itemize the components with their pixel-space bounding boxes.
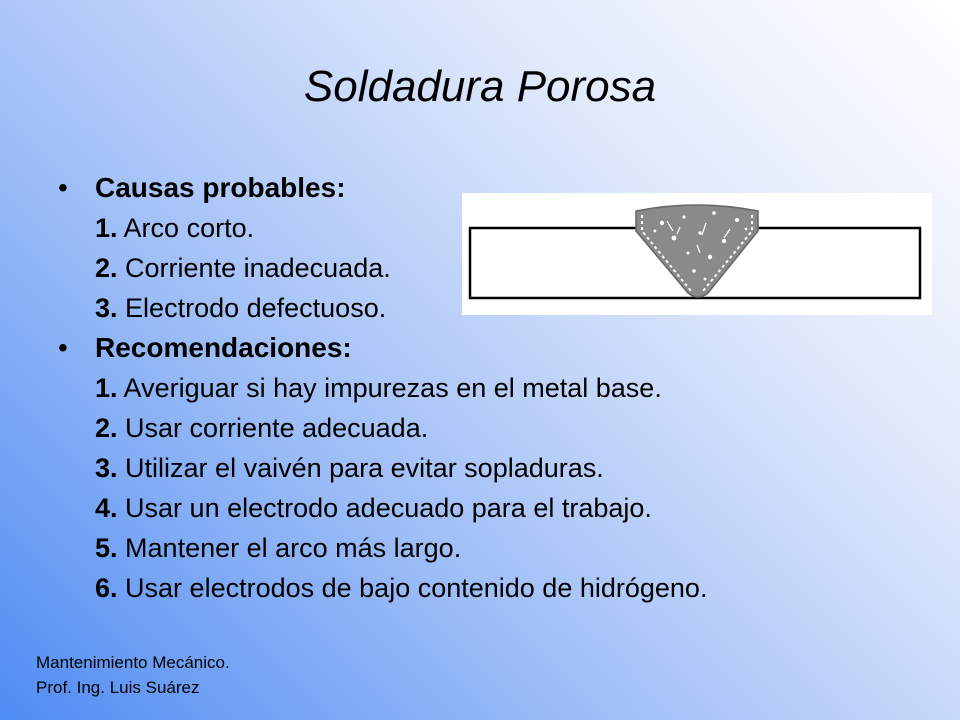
cause-text: Electrodo defectuoso. bbox=[125, 293, 387, 323]
cause-num: 1. bbox=[95, 213, 118, 243]
footer-author: Prof. Ing. Luis Suárez bbox=[36, 678, 200, 697]
recommendations-section bbox=[58, 328, 938, 608]
causes-heading: Causas probables: bbox=[95, 172, 346, 203]
recommendation-item-4 bbox=[95, 488, 938, 528]
recommendation-item-3 bbox=[95, 448, 938, 488]
recommendation-num: 5. bbox=[95, 533, 118, 563]
footer-course: Mantenimiento Mecánico. bbox=[36, 653, 230, 672]
recommendation-num: 6. bbox=[95, 573, 118, 603]
porous-weld-icon bbox=[462, 193, 932, 315]
footer bbox=[36, 650, 230, 700]
cause-num: 3. bbox=[95, 293, 118, 323]
recommendation-text: Utilizar el vaivén para evitar sopladuras. bbox=[125, 453, 604, 483]
recommendations-heading: Recomendaciones: bbox=[95, 332, 352, 363]
recommendation-item-5 bbox=[95, 528, 938, 568]
bullet-recommendations: • bbox=[58, 332, 68, 363]
recommendation-item-6 bbox=[95, 568, 938, 608]
recommendation-num: 4. bbox=[95, 493, 118, 523]
recommendation-text: Usar electrodos de bajo contenido de hidrógeno. bbox=[125, 573, 708, 603]
recommendation-text: Usar un electrodo adecuado para el trabajo. bbox=[125, 493, 652, 523]
bullet-causes: • bbox=[58, 172, 68, 203]
cause-text: Corriente inadecuada. bbox=[125, 253, 391, 283]
weld-diagram bbox=[462, 193, 932, 315]
slide-title: Soldadura Porosa bbox=[303, 62, 657, 111]
recommendation-num: 2. bbox=[95, 413, 118, 443]
recommendation-num: 3. bbox=[95, 453, 118, 483]
recommendation-text: Usar corriente adecuada. bbox=[125, 413, 429, 443]
recommendation-text: Mantener el arco más largo. bbox=[125, 533, 462, 563]
recommendation-num: 1. bbox=[95, 373, 118, 403]
recommendation-item-1 bbox=[95, 368, 938, 408]
recommendation-item-2 bbox=[95, 408, 938, 448]
cause-num: 2. bbox=[95, 253, 118, 283]
cause-text: Arco corto. bbox=[123, 213, 255, 243]
recommendation-text: Averiguar si hay impurezas en el metal base. bbox=[123, 373, 662, 403]
